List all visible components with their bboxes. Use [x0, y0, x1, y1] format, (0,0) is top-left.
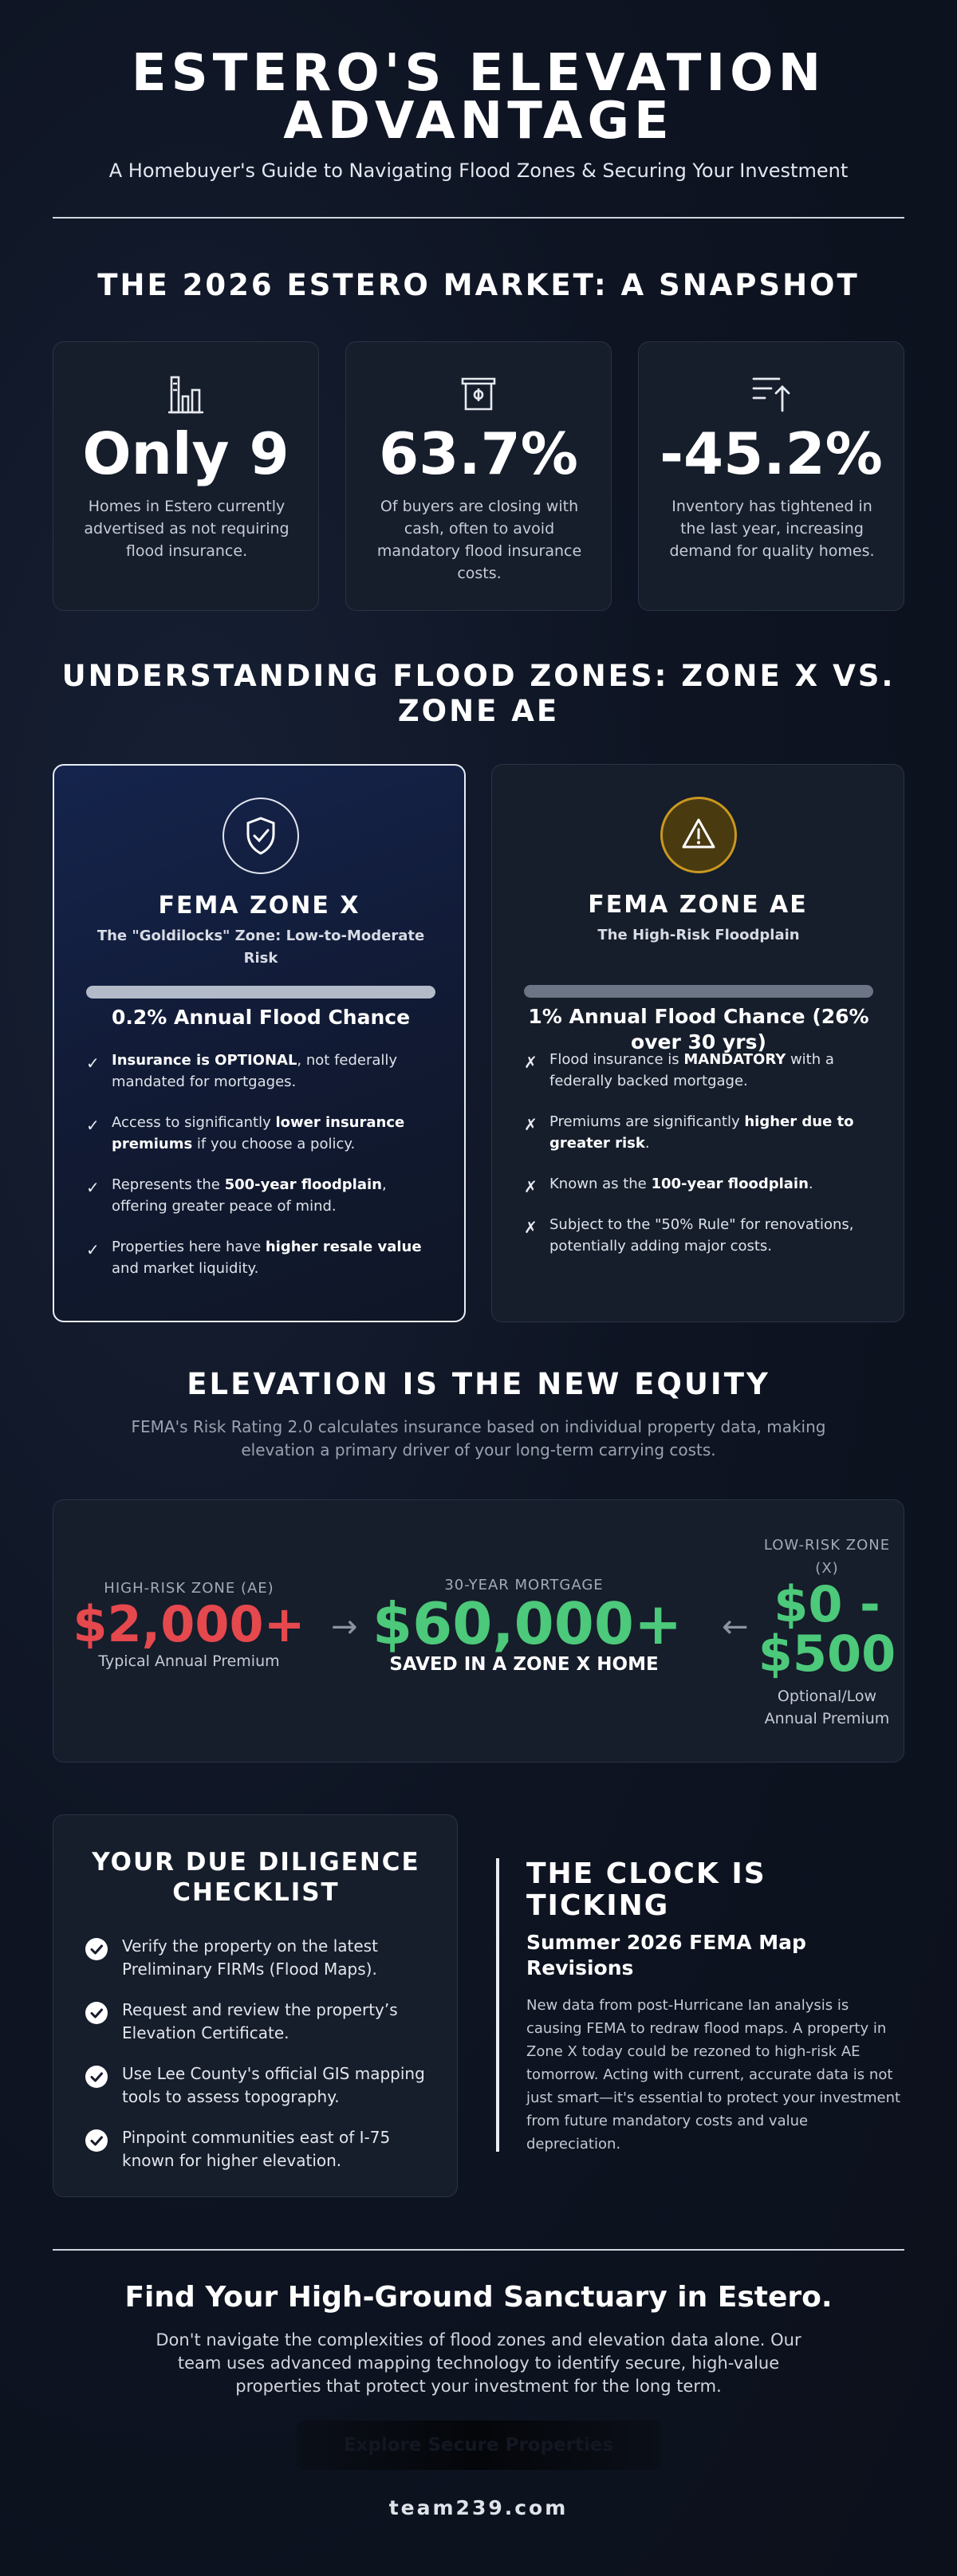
check-icon: ✓	[86, 1178, 100, 1197]
divider	[53, 217, 904, 219]
stat-value: -45.2%	[660, 420, 883, 487]
zone-tagline: The "Goldilocks" Zone: Low-to-Moderate Risk	[96, 928, 425, 967]
item-text: , offering greater peace of mind.	[112, 1176, 387, 1215]
explore-properties-button[interactable]: Explore Secure Properties	[297, 2420, 660, 2470]
warning-icon	[660, 797, 737, 873]
arrow-right-icon: →	[331, 1609, 358, 1645]
zone-x-benefits	[86, 1050, 437, 1298]
check-circle-icon	[85, 2129, 108, 2152]
item-text: Properties here have	[112, 1239, 266, 1255]
clock-subtitle: Summer 2026 FEMA Map Revisions	[526, 1931, 806, 1979]
check-circle-icon	[85, 2066, 108, 2088]
item-emphasis: higher due to greater risk	[549, 1113, 854, 1152]
x-mark-icon: ✗	[524, 1053, 538, 1072]
flood-chance-label: 1% Annual Flood Chance (26% over 30 yrs)	[528, 1005, 869, 1054]
item-text: if you choose a policy.	[192, 1136, 356, 1152]
arrow-left-icon: ←	[722, 1609, 749, 1645]
item-text: Premiums are significantly	[549, 1113, 745, 1130]
website-link[interactable]: team239.com	[388, 2496, 569, 2519]
stat-description: Homes in Estero currently advertised as not requiring flood insurance.	[84, 498, 289, 560]
divider	[53, 2249, 904, 2251]
zone-list-item	[86, 1112, 437, 1155]
item-emphasis: 100-year floodplain	[651, 1176, 809, 1192]
due-diligence-checklist	[53, 1814, 458, 2197]
item-text: Subject to the "50% Rule" for renovations, potentially adding major costs.	[549, 1216, 854, 1255]
checklist-item-text: Pinpoint communities east of I-75 known for higher elevation.	[122, 2128, 391, 2170]
equity-subtitle: FEMA's Risk Rating 2.0 calculates insurance based on individual property data, making elevation a primary driver of your long-term carrying costs.	[131, 1417, 826, 1459]
low-risk-value: $0 - $500	[758, 1575, 896, 1683]
item-text: Known as the	[549, 1176, 652, 1192]
item-text: Flood insurance is	[549, 1051, 684, 1068]
checklist-item-text: Request and review the property’s Elevation Certificate.	[122, 2000, 398, 2042]
item-text: .	[644, 1135, 650, 1152]
zone-list-item	[524, 1111, 875, 1154]
zones-section-title: UNDERSTANDING FLOOD ZONES: ZONE X VS. ZONE AE	[61, 659, 896, 728]
mortgage-block	[372, 1577, 683, 1675]
check-circle-icon	[85, 2002, 108, 2024]
stat-description: Of buyers are closing with cash, often to avoid mandatory flood insurance costs.	[376, 498, 582, 582]
high-risk-block	[69, 1580, 309, 1670]
flood-chance-bar-fill	[86, 986, 435, 998]
low-risk-block	[755, 1534, 899, 1730]
flood-chance-bar	[524, 985, 873, 998]
check-icon: ✓	[86, 1116, 100, 1135]
flood-chance-label: 0.2% Annual Flood Chance	[111, 1006, 411, 1029]
x-mark-icon: ✗	[524, 1115, 538, 1134]
item-text: Access to significantly	[112, 1114, 276, 1131]
flood-chance-bar	[86, 986, 435, 998]
item-emphasis: MANDATORY	[683, 1051, 786, 1068]
cta-title: Find Your High-Ground Sanctuary in Estero.	[124, 2281, 833, 2314]
zone-list-item	[86, 1236, 437, 1279]
item-text: and market liquidity.	[112, 1260, 259, 1277]
item-emphasis: higher resale value	[265, 1239, 422, 1255]
mortgage-caption: SAVED IN A ZONE X HOME	[389, 1654, 659, 1675]
zone-list-item	[524, 1049, 875, 1092]
flood-chance-bar-fill	[524, 985, 873, 998]
check-icon: ✓	[86, 1054, 100, 1073]
clock-title: THE CLOCK IS TICKING	[526, 1857, 766, 1922]
item-emphasis: lower insurance premiums	[112, 1114, 405, 1152]
check-circle-icon	[85, 1938, 108, 1960]
sort-ascending-icon	[639, 369, 904, 417]
x-mark-icon: ✗	[524, 1177, 538, 1196]
checklist-item-text: Verify the property on the latest Preliminary FIRMs (Flood Maps).	[122, 1936, 378, 1979]
stat-description: Inventory has tightened in the last year, increasing demand for quality homes.	[669, 498, 875, 560]
zone-list-item	[524, 1214, 875, 1257]
high-risk-caption: Typical Annual Premium	[98, 1652, 280, 1670]
cta-body: Don't navigate the complexities of flood zones and elevation data alone. Our team uses advanced mapping technology to identify secure, high-value properties that protect your investment for the long term.	[156, 2330, 801, 2396]
low-risk-caption: Optional/Low Annual Premium	[764, 1688, 890, 1727]
stat-value: 63.7%	[379, 420, 578, 487]
item-text: , not federally mandated for mortgages.	[112, 1052, 398, 1090]
buildings-chart-icon	[53, 369, 318, 417]
checklist-title: YOUR DUE DILIGENCE CHECKLIST	[92, 1848, 420, 1907]
item-emphasis: Insurance is OPTIONAL	[112, 1052, 297, 1069]
item-text: .	[808, 1176, 813, 1192]
item-emphasis: 500-year floodplain	[224, 1176, 382, 1193]
zone-ae-risks	[524, 1049, 875, 1276]
stat-card	[53, 341, 319, 611]
high-risk-value: $2,000+	[73, 1595, 305, 1653]
equity-section-title: ELEVATION IS THE NEW EQUITY	[187, 1367, 770, 1401]
zone-list-item	[86, 1174, 437, 1217]
stat-card	[638, 341, 904, 611]
check-icon: ✓	[86, 1240, 100, 1259]
stat-card	[345, 341, 612, 611]
item-text: with a federally backed mortgage.	[549, 1051, 834, 1089]
shield-check-icon	[223, 798, 299, 874]
zone-name: FEMA ZONE AE	[588, 891, 808, 919]
premium-comparison	[53, 1499, 904, 1763]
x-mark-icon: ✗	[524, 1218, 538, 1237]
checklist-item-text: Use Lee County's official GIS mapping tools to assess topography.	[122, 2064, 425, 2106]
item-text: Represents the	[112, 1176, 225, 1193]
zone-x-card	[53, 764, 466, 1322]
page-subtitle: A Homebuyer's Guide to Navigating Flood Zones & Securing Your Investment	[108, 160, 849, 182]
zone-name: FEMA ZONE X	[158, 892, 360, 920]
zone-list-item	[524, 1173, 875, 1195]
accent-line	[496, 1858, 499, 2152]
high-risk-label: HIGH-RISK ZONE (AE)	[104, 1580, 274, 1597]
zone-list-item	[86, 1050, 437, 1093]
cash-icon	[346, 369, 611, 417]
clock-body: New data from post-Hurricane Ian analysis is causing FEMA to redraw flood maps. A property in Zone X today could be rezoned to high-risk AE tomorrow. Acting with current, accurate data is not just smart—it's essential to protect your investment from future mandatory costs and value depreciation.	[526, 1997, 901, 2153]
market-section-title: THE 2026 ESTERO MARKET: A SNAPSHOT	[97, 268, 860, 302]
zone-tagline: The High-Risk Floodplain	[597, 927, 800, 943]
mortgage-label: 30-YEAR MORTGAGE	[444, 1577, 604, 1593]
low-risk-label: LOW-RISK ZONE (X)	[763, 1537, 891, 1577]
stat-value: Only 9	[82, 420, 289, 487]
zone-ae-card	[491, 764, 904, 1322]
mortgage-savings-value: $60,000+	[372, 1590, 683, 1657]
page-title: ESTERO'S ELEVATION ADVANTAGE	[131, 44, 826, 151]
